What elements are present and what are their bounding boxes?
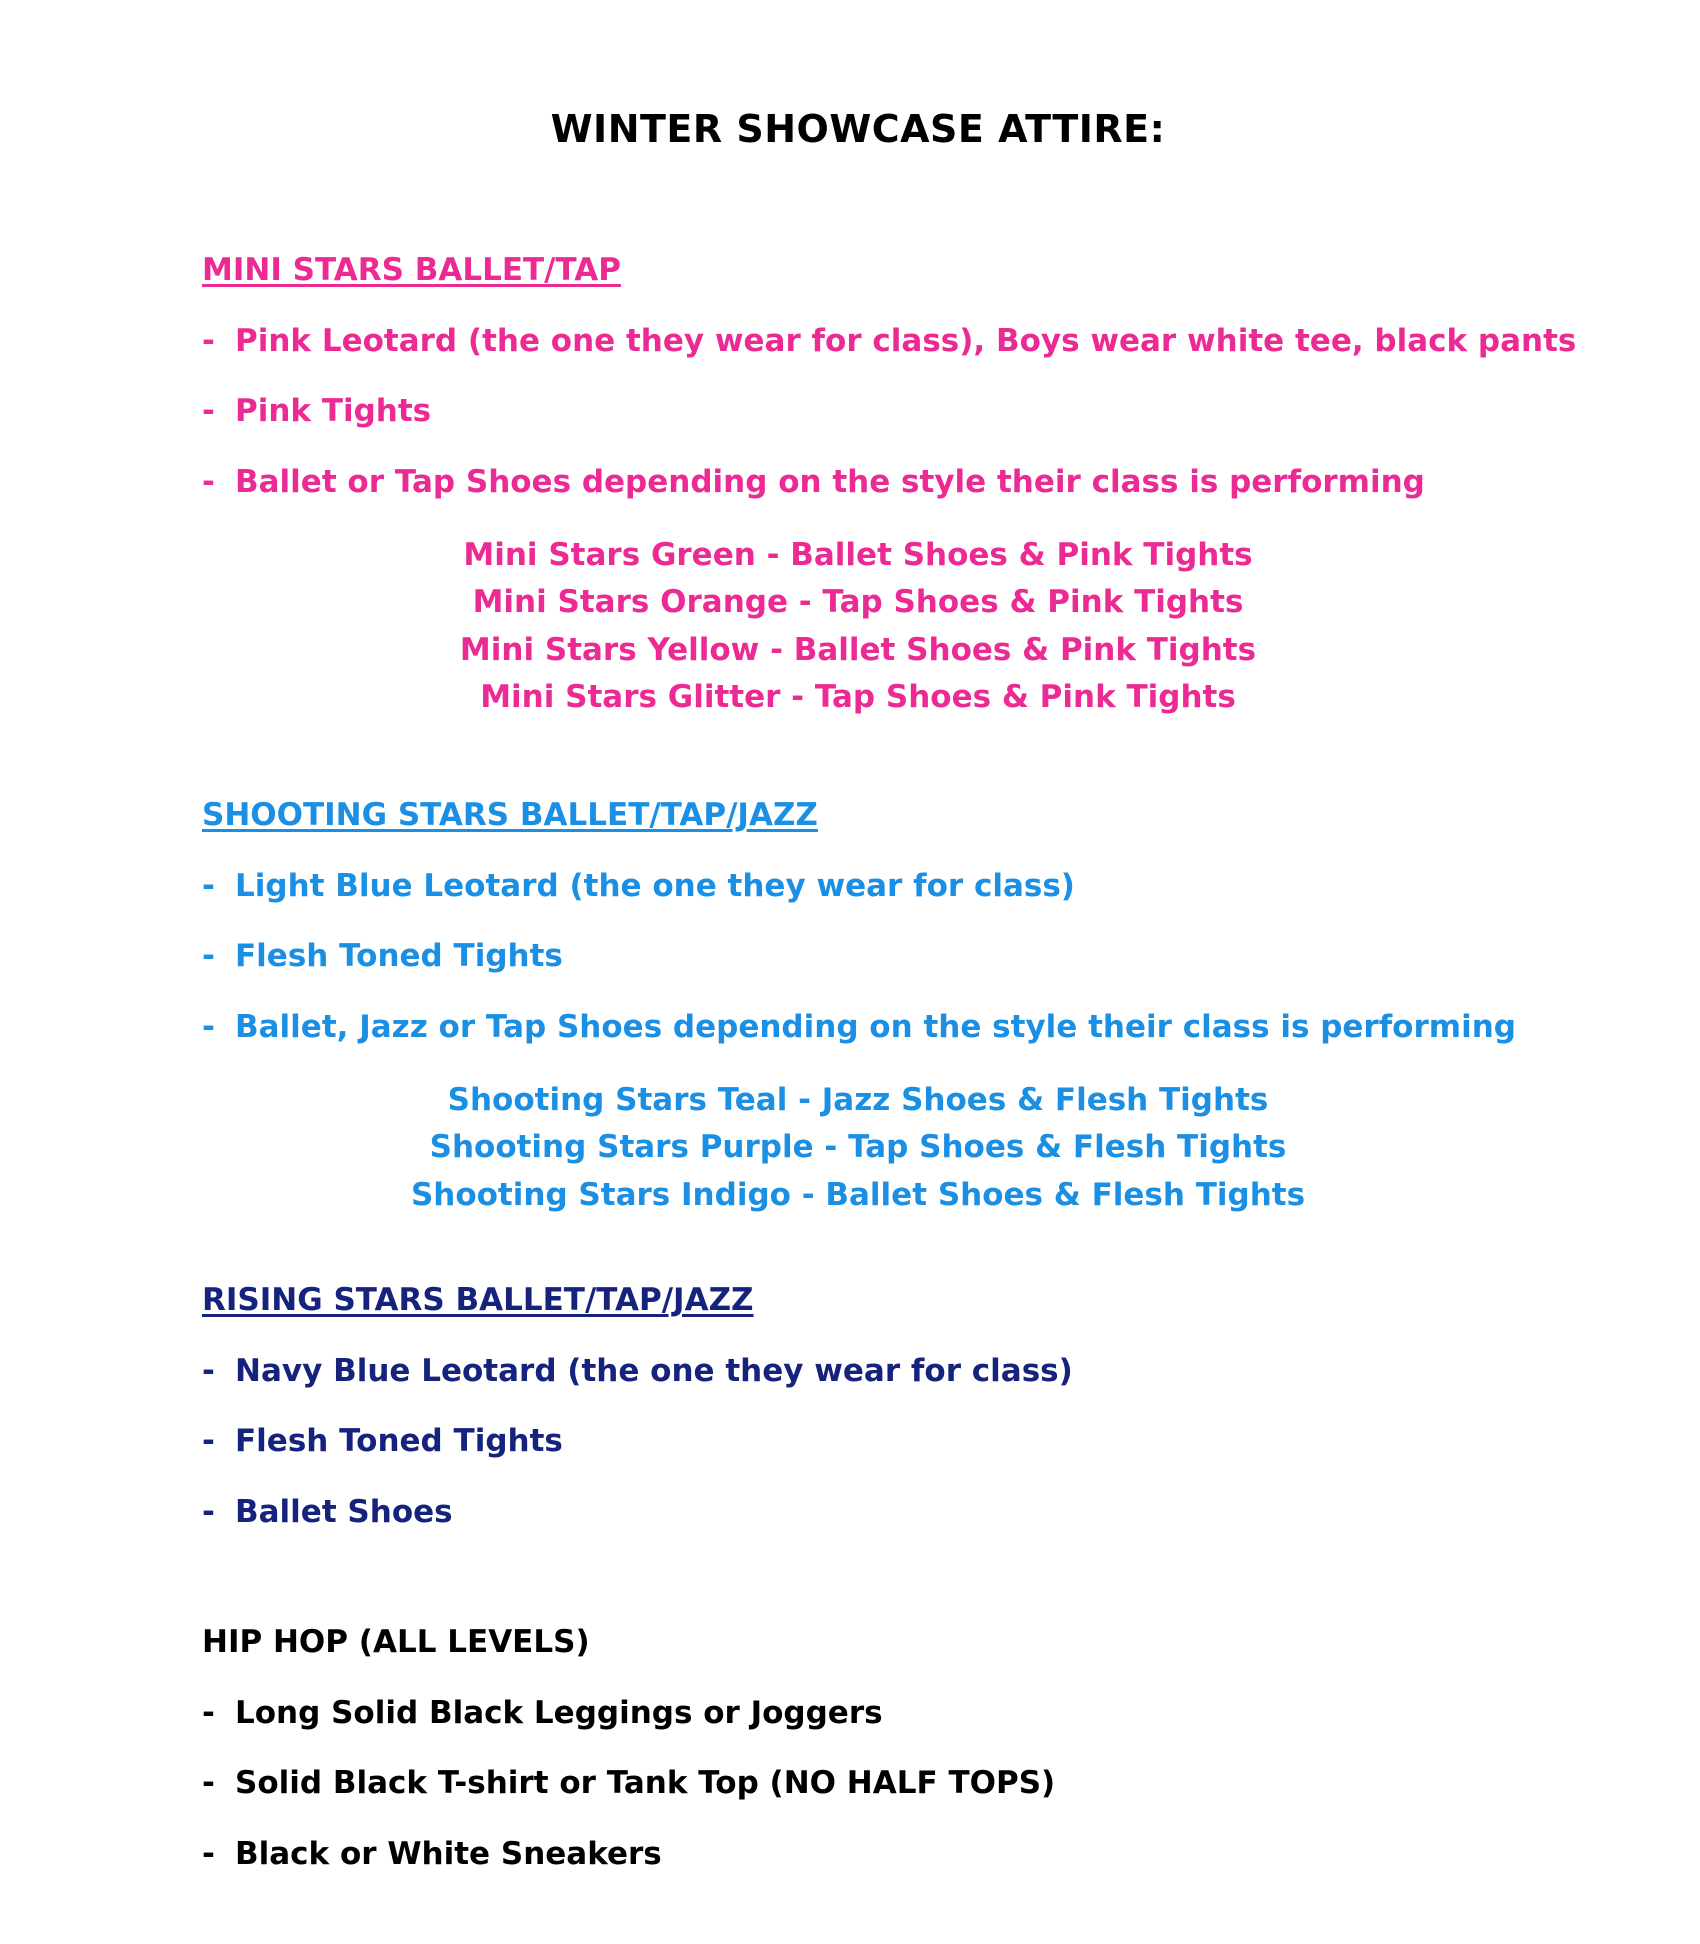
list-item-text: Flesh Toned Tights <box>235 938 563 974</box>
section-heading-rising-stars: RISING STARS BALLET/TAP/JAZZ <box>202 1282 754 1318</box>
class-line: Shooting Stars Indigo - Ballet Shoes & Flesh Tights <box>410 1176 1306 1213</box>
attire-list-shooting-stars <box>202 866 1516 1047</box>
list-item <box>202 1492 1502 1532</box>
bullet-dash: - <box>202 1765 215 1801</box>
bullet-dash: - <box>202 1008 215 1045</box>
bullet-dash: - <box>202 322 215 359</box>
class-line: Shooting Stars Teal - Jazz Shoes & Flesh Tights <box>447 1081 1269 1118</box>
list-item <box>202 1421 1502 1461</box>
list-item <box>202 391 1502 431</box>
list-item-text: Long Solid Black Leggings or Joggers <box>235 1694 883 1731</box>
class-line: Mini Stars Green - Ballet Shoes & Pink Tights <box>463 536 1253 573</box>
page-title: WINTER SHOWCASE ATTIRE: <box>550 107 1166 151</box>
section-heading-shooting-stars: SHOOTING STARS BALLET/TAP/JAZZ <box>202 797 818 833</box>
section-heading-hip-hop: HIP HOP (ALL LEVELS) <box>202 1624 590 1660</box>
bullet-dash: - <box>202 1835 215 1872</box>
list-item-text: Ballet or Tap Shoes depending on the style their class is performing <box>235 463 1425 500</box>
list-item <box>202 936 1502 976</box>
list-item <box>202 866 1502 906</box>
list-item-text: Navy Blue Leotard (the one they wear for class) <box>235 1352 1073 1389</box>
section-mini-stars <box>202 250 1577 722</box>
class-line: Mini Stars Yellow - Ballet Shoes & Pink Tights <box>459 631 1257 668</box>
class-breakdown-mini-stars <box>0 532 1514 722</box>
list-item-text: Ballet, Jazz or Tap Shoes depending on the style their class is performing <box>235 1008 1516 1045</box>
list-item <box>202 321 1577 361</box>
list-item-text: Solid Black T-shirt or Tank Top (NO HALF TOPS) <box>235 1765 1056 1801</box>
list-item-text: Pink Leotard (the one they wear for class), Boys wear white tee, black pants <box>235 322 1577 359</box>
bullet-dash: - <box>202 938 215 974</box>
class-line: Mini Stars Orange - Tap Shoes & Pink Tights <box>472 584 1244 620</box>
attire-list-rising-stars <box>202 1351 1502 1532</box>
list-item-text: Ballet Shoes <box>235 1493 453 1530</box>
bullet-dash: - <box>202 867 215 904</box>
list-item-text: Pink Tights <box>235 393 432 429</box>
list-item-text: Flesh Toned Tights <box>235 1423 563 1459</box>
section-rising-stars <box>202 1280 1502 1532</box>
bullet-dash: - <box>202 1352 215 1389</box>
list-item <box>202 1693 1502 1733</box>
list-item <box>202 1007 1516 1047</box>
section-hip-hop <box>202 1622 1502 1874</box>
list-item <box>202 1763 1502 1803</box>
section-heading-mini-stars: MINI STARS BALLET/TAP <box>202 252 621 288</box>
class-line: Mini Stars Glitter - Tap Shoes & Pink Tights <box>480 679 1236 715</box>
class-line: Shooting Stars Purple - Tap Shoes & Flesh Tights <box>429 1129 1287 1165</box>
bullet-dash: - <box>202 463 215 500</box>
list-item <box>202 462 1502 502</box>
list-item-text: Light Blue Leotard (the one they wear for class) <box>235 867 1075 904</box>
attire-list-hip-hop <box>202 1693 1502 1874</box>
class-breakdown-shooting-stars <box>0 1077 1514 1220</box>
bullet-dash: - <box>202 1694 215 1731</box>
list-item-text: Black or White Sneakers <box>235 1835 662 1872</box>
bullet-dash: - <box>202 1493 215 1530</box>
bullet-dash: - <box>202 393 215 429</box>
bullet-dash: - <box>202 1423 215 1459</box>
attire-list-mini-stars <box>202 321 1577 502</box>
list-item <box>202 1351 1502 1391</box>
list-item <box>202 1834 1502 1874</box>
section-shooting-stars <box>202 795 1516 1219</box>
